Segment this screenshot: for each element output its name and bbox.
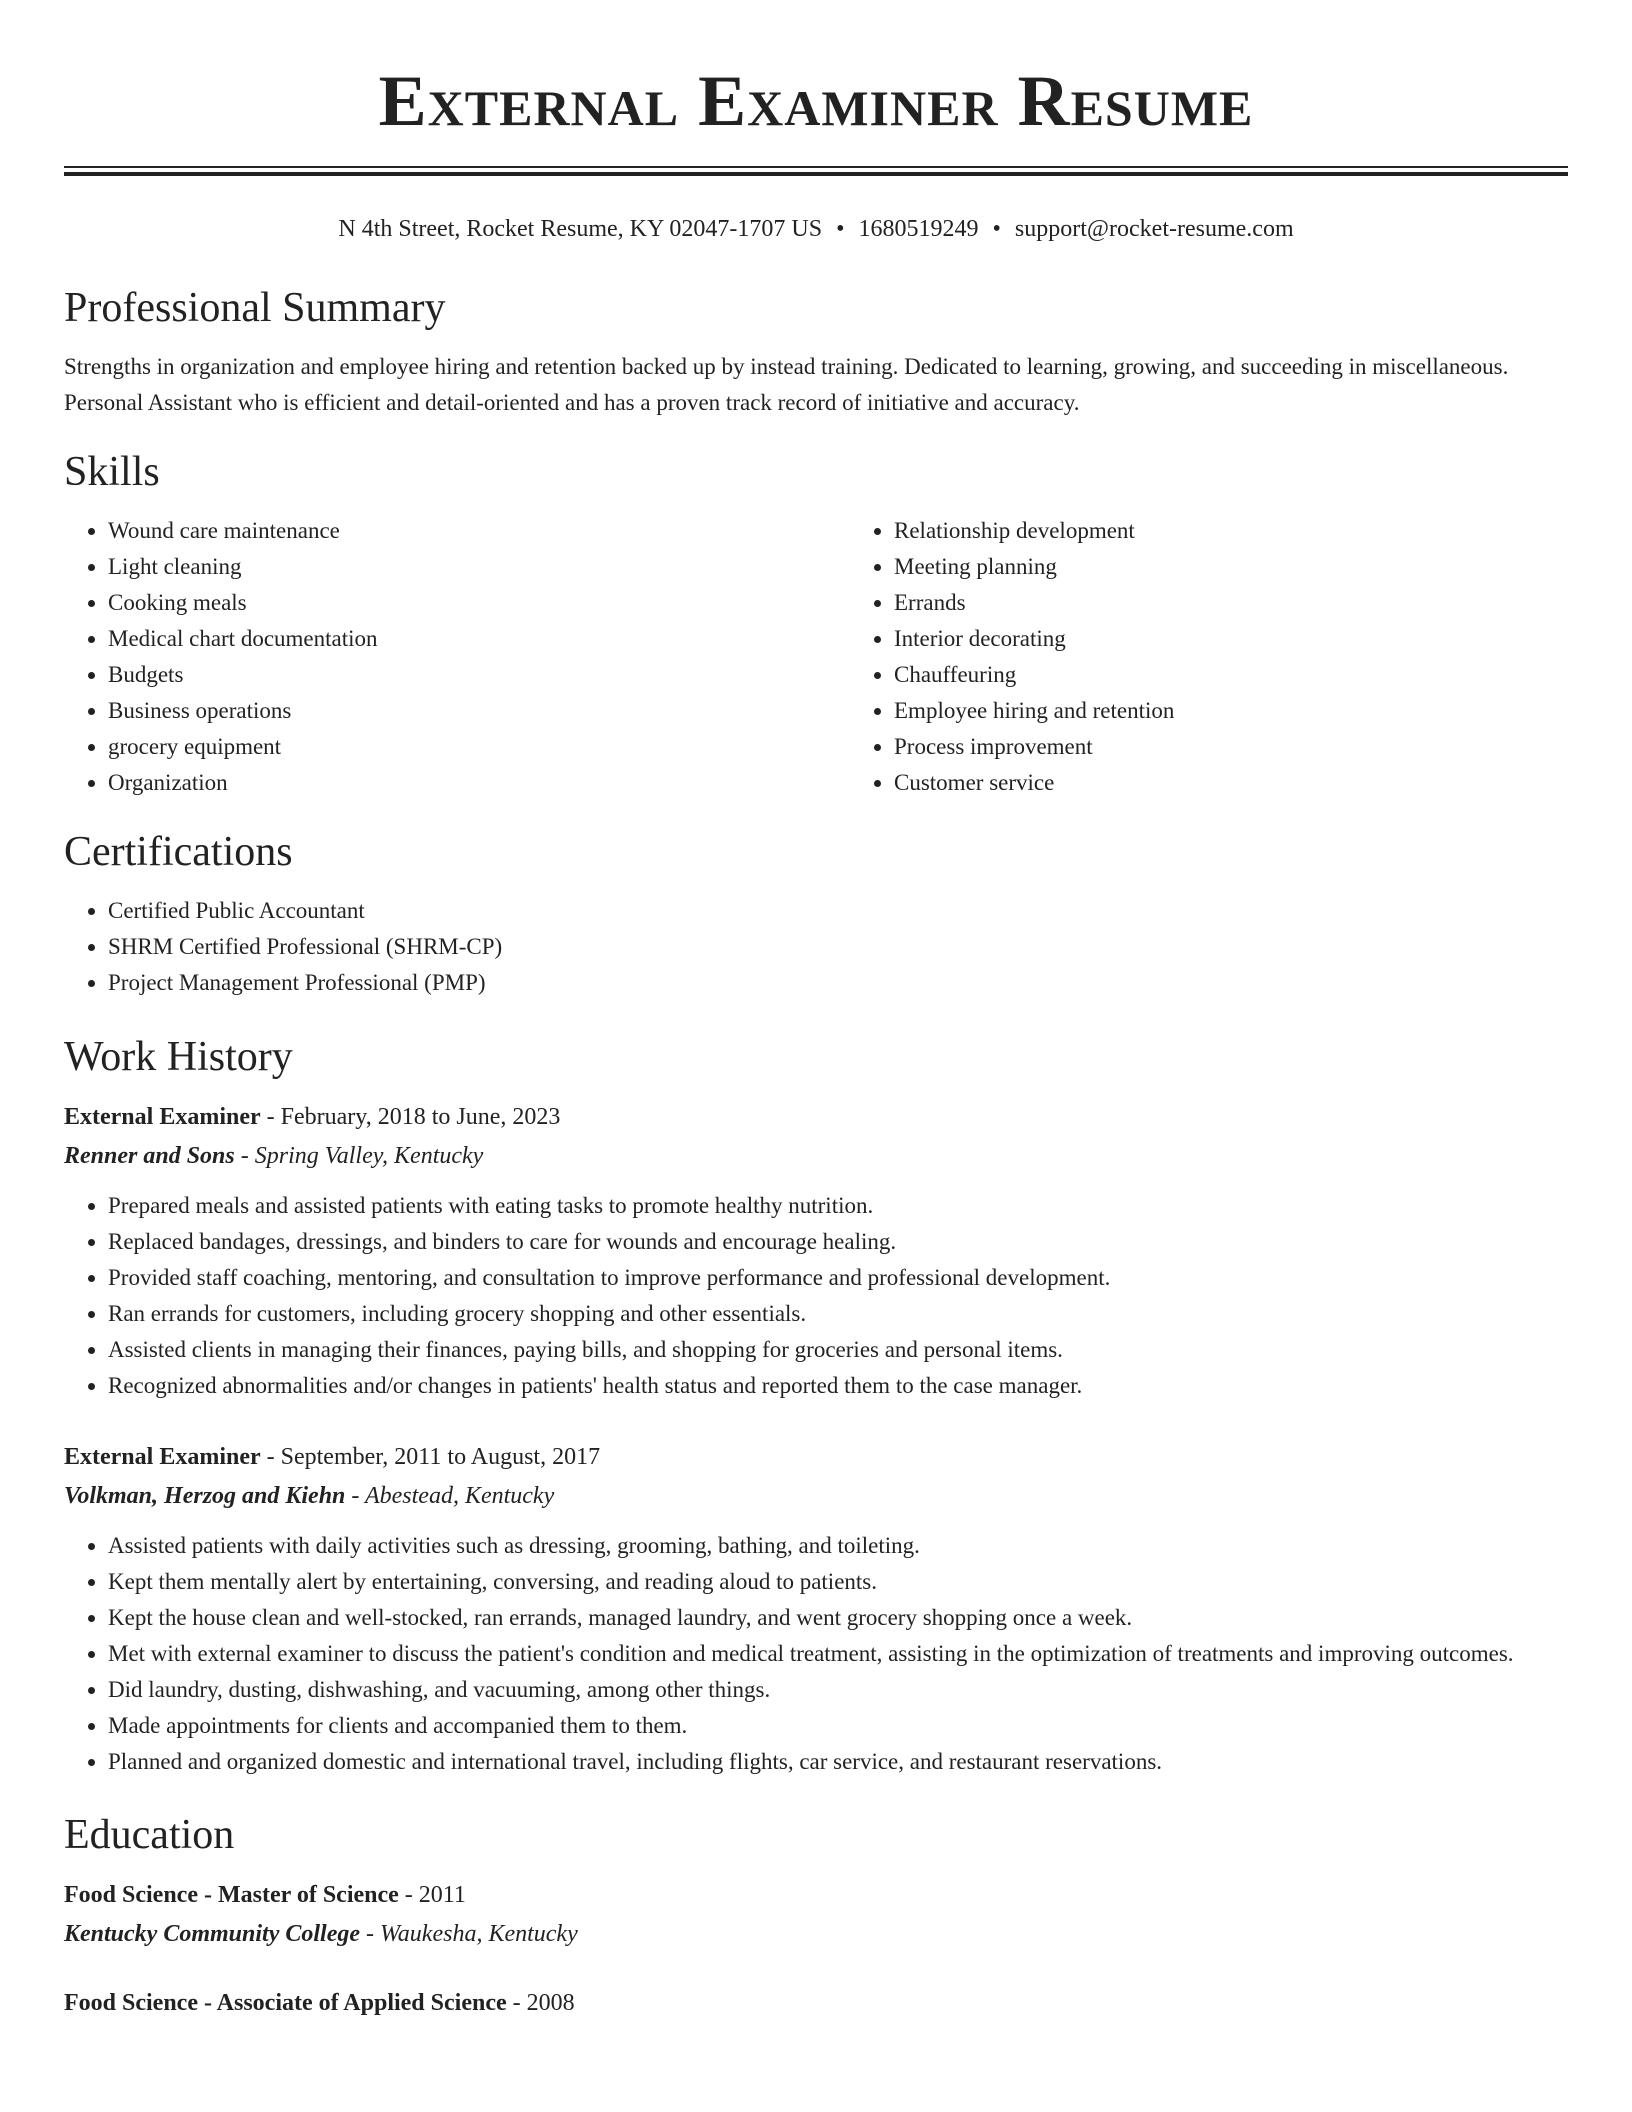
- skill-item: • Business operations: [108, 693, 850, 729]
- skill-item: • Cooking meals: [108, 585, 850, 621]
- job-bullet: • Prepared meals and assisted patients with eating tasks to promote healthy nutrition.: [108, 1188, 1568, 1224]
- skill-item: • Light cleaning: [108, 549, 850, 585]
- skill-item: • Organization: [108, 765, 850, 801]
- education-heading: Education: [64, 1812, 235, 1858]
- job-bullet: • Made appointments for clients and accompanied them to them.: [108, 1708, 1568, 1744]
- certification-item: • Certified Public Accountant: [108, 893, 1568, 929]
- education-year: - 2011: [398, 1882, 466, 1908]
- job-bullet: • Ran errands for customers, including grocery shopping and other essentials.: [108, 1296, 1568, 1332]
- skill-item: • Chauffeuring: [894, 657, 1632, 693]
- skill-item: • Customer service: [894, 765, 1632, 801]
- skills-right-list: [850, 513, 1632, 801]
- certifications-list: [64, 893, 1568, 1001]
- job-title: External Examiner: [64, 1104, 261, 1130]
- job-header: [64, 1098, 1568, 1137]
- contact-separator: •: [836, 216, 845, 242]
- title-divider: [64, 166, 1568, 176]
- skill-item: • Medical chart documentation: [108, 621, 850, 657]
- job-bullet: • Replaced bandages, dressings, and binders to care for wounds and encourage healing.: [108, 1224, 1568, 1260]
- job-title: External Examiner: [64, 1444, 261, 1470]
- certification-item: • Project Management Professional (PMP): [108, 965, 1568, 1001]
- job-header: [64, 1438, 1568, 1477]
- job-location: - Abestead, Kentucky: [345, 1483, 555, 1509]
- contact-line: [64, 214, 1568, 244]
- professional-summary-section: [64, 283, 1568, 421]
- job-bullet: • Assisted clients in managing their finances, paying bills, and shopping for groceries and personal items.: [108, 1332, 1568, 1368]
- contact-phone: 1680519249: [858, 216, 979, 242]
- job-bullet: • Kept the house clean and well-stocked, ran errands, managed laundry, and went grocery shopping once a week.: [108, 1600, 1568, 1636]
- skill-item: • Interior decorating: [894, 621, 1632, 657]
- education-degree: Food Science - Master of Science: [64, 1882, 399, 1908]
- contact-separator: •: [992, 216, 1001, 242]
- education-entry: [64, 1876, 1568, 1954]
- skill-item: • grocery equipment: [108, 729, 850, 765]
- skills-grid: [64, 513, 1568, 801]
- skills-section: [64, 447, 1568, 801]
- job-dates: - September, 2011 to August, 2017: [260, 1444, 601, 1470]
- job-bullet: • Provided staff coaching, mentoring, and consultation to improve performance and professional development.: [108, 1260, 1568, 1296]
- skill-item: • Wound care maintenance: [108, 513, 850, 549]
- resume-title: External Examiner Resume: [378, 61, 1254, 141]
- job-bullets: [64, 1528, 1568, 1780]
- skills-heading: Skills: [64, 449, 160, 495]
- job-employer: [64, 1477, 1568, 1516]
- job-bullet: • Planned and organized domestic and international travel, including flights, car service, and restaurant reservations.: [108, 1744, 1568, 1780]
- contact-email: support@rocket-resume.com: [1014, 216, 1294, 242]
- job-company: Volkman, Herzog and Kiehn: [64, 1483, 346, 1509]
- job-bullet: • Recognized abnormalities and/or changes in patients' health status and reported them to the case manager.: [108, 1368, 1568, 1404]
- job-bullets: [64, 1188, 1568, 1404]
- job-bullet: • Did laundry, dusting, dishwashing, and vacuuming, among other things.: [108, 1672, 1568, 1708]
- job-company: Renner and Sons: [64, 1143, 235, 1169]
- summary-heading: Professional Summary: [64, 285, 446, 331]
- contact-address: N 4th Street, Rocket Resume, KY 02047-1707 US: [338, 216, 823, 242]
- job-entry: [64, 1098, 1568, 1404]
- job-entry: [64, 1438, 1568, 1780]
- job-bullet: • Met with external examiner to discuss the patient's condition and medical treatment, assisting in the optimization of treatments and improving outcomes.: [108, 1636, 1568, 1672]
- education-institution: [64, 1915, 1568, 1954]
- skills-left-list: [64, 513, 850, 801]
- job-bullet: • Assisted patients with daily activities such as dressing, grooming, bathing, and toileting.: [108, 1528, 1568, 1564]
- education-entry: [64, 1984, 1568, 2023]
- education-degree: Food Science - Associate of Applied Science: [64, 1990, 507, 2016]
- skill-item: • Relationship development: [894, 513, 1632, 549]
- certification-item: • SHRM Certified Professional (SHRM-CP): [108, 929, 1568, 965]
- work-history-heading: Work History: [64, 1034, 293, 1080]
- education-year: - 2008: [506, 1990, 575, 2016]
- summary-text: Strengths in organization and employee hiring and retention backed up by instead training. Dedicated to learning, growing, and succeeding in miscellaneous. Personal Assistant who is efficient and detail-oriented and has a proven track record of initiative and accuracy.: [64, 354, 1509, 415]
- education-header: [64, 1984, 1568, 2023]
- work-history-section: [64, 1032, 1568, 1780]
- education-school: Kentucky Community College: [64, 1921, 361, 1947]
- education-location: - Waukesha, Kentucky: [360, 1921, 578, 1947]
- certifications-section: [64, 827, 1568, 1001]
- skill-item: • Employee hiring and retention: [894, 693, 1632, 729]
- certifications-heading: Certifications: [64, 829, 293, 875]
- job-location: - Spring Valley, Kentucky: [234, 1143, 484, 1169]
- education-header: [64, 1876, 1568, 1915]
- skill-item: • Meeting planning: [894, 549, 1632, 585]
- education-section: [64, 1810, 1568, 2023]
- skill-item: • Budgets: [108, 657, 850, 693]
- job-employer: [64, 1137, 1568, 1176]
- skill-item: • Errands: [894, 585, 1632, 621]
- skill-item: • Process improvement: [894, 729, 1632, 765]
- job-dates: - February, 2018 to June, 2023: [260, 1104, 561, 1130]
- job-bullet: • Kept them mentally alert by entertaining, conversing, and reading aloud to patients.: [108, 1564, 1568, 1600]
